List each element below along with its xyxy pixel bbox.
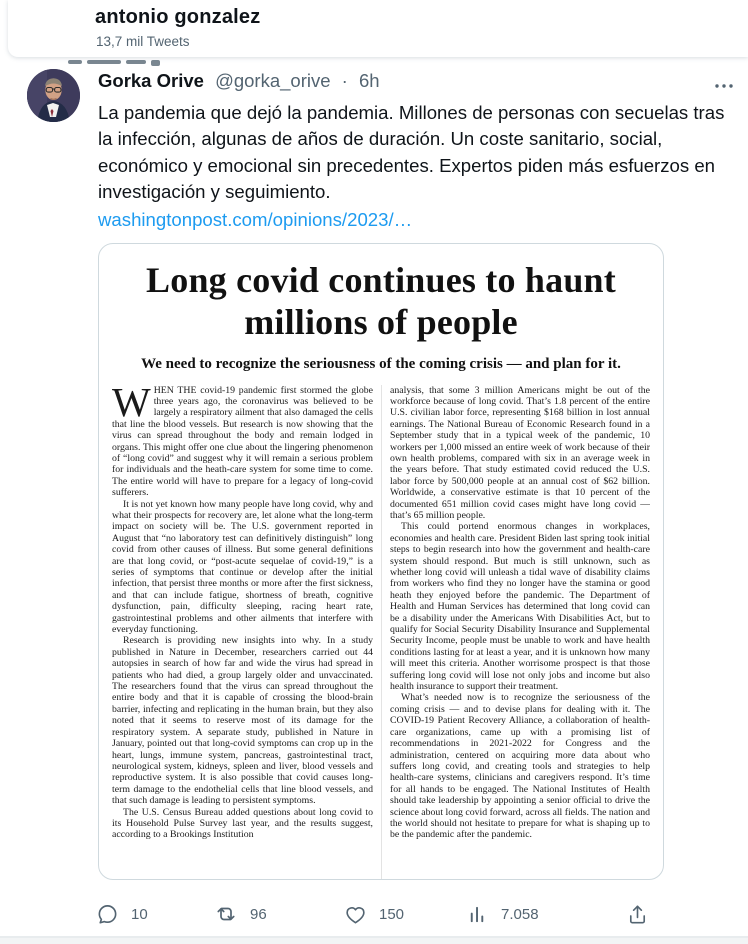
tweet-author-name[interactable]: Gorka Orive (98, 70, 204, 91)
article-paragraph: analysis, that some 3 million Americans might be out of the workforce because of long covid. That’s 1.8 percent of the entire U.S. civilian labor force, representing $168 billion in lost annual earnings. The National Bureau of Economic Research found in a September study that in a typical week of the pandemic, 10 workers per 1,000 missed an entire week of work because of their own health problems, compared with six in an average week in the years before. That study estimated covid reduced the U.S. labor force by 500,000 people at an annual cost of $62 billion. Worldwide, a conservative estimate is that 10 percent of the documented 651 million covid cases might have long covid — that’s 65 million people. (390, 384, 650, 521)
article-paragraph (112, 385, 373, 499)
like-count: 150 (379, 905, 405, 923)
article-columns (112, 385, 650, 881)
avatar-illustration (27, 69, 80, 122)
next-tweet-edge (0, 938, 748, 944)
reply-button[interactable] (96, 900, 148, 928)
article-right-column (381, 385, 650, 881)
retweet-count: 96 (250, 905, 267, 923)
dot-separator: · (341, 70, 348, 91)
views-button[interactable] (466, 900, 539, 928)
views-icon (466, 903, 489, 926)
like-button[interactable] (344, 900, 404, 928)
more-icon (712, 74, 736, 98)
article-paragraph: This could portend enormous changes in workplaces, economies and health care. President Biden last spring took initial steps to begin research into how the government and health-care system should respond. But much is still unknown, such as whether long covid will unleash a tidal wave of disability claims from workers who find they no longer have the stamina or good heath they enjoyed before the pandemic. The Department of Health and Human Services has determined that long covid can be a disability under the Americans With Disabilities Act, but to qualify for Social Security Disability Insurance and Supplemental Security Income, people must be unable to work and have health conditions lasting for at least a year, and it is unknown how many will meet this criteria. Another worrisome prospect is that those suffering long covid will lose not only jobs and income but also health insurance to support their treatment. (390, 521, 650, 693)
clipped-retweet-label (68, 60, 198, 66)
retweet-icon (214, 902, 238, 926)
reply-count: 10 (131, 905, 148, 923)
article-paragraph: The U.S. Census Bureau added questions about long covid to its Household Pulse Survey last year, and the results suggest, according to a Brookings Institution (112, 806, 373, 841)
profile-header (8, 0, 748, 57)
text-fragment (68, 60, 82, 64)
article-subheadline: We need to recognize the seriousness of the coming crisis — and plan for it. (141, 355, 621, 372)
text-fragment (126, 60, 146, 64)
text-fragment (151, 60, 160, 66)
more-button[interactable] (712, 74, 742, 96)
like-icon (344, 903, 367, 926)
tweet-author-handle[interactable]: @gorka_orive (215, 70, 331, 91)
article-headline: Long covid continues to haunt millions of people (146, 260, 616, 342)
paragraph-text: HEN THE covid-19 pandemic first stormed the globe three years ago, the coronavirus was believed to be largely a respiratory ailment that also damaged the cells that line the blood vessels. But research is now showing that the virus can spread throughout the body and remain lodged in organs. This might offer one clue about the lingering phenomenon of “long covid” and suggest why it will remain a serious problem for individuals and the heath-care system for some time to come. The entire world will have to prepare for a legacy of long-covid sufferers. (112, 384, 373, 499)
tweet-text: La pandemia que dejó la pandemia. Millones de personas con secuelas tras la infección, algunas de años de duración. Un coste sanitario, social, económico y emocional sin precedentes. Expertos piden más esfuerzos en investigación y seguimiento. (98, 102, 725, 203)
article-paragraph: What’s needed now is to recognize the seriousness of the coming crisis — and to devise plans for dealing with it. The COVID-19 Patient Recovery Alliance, a collaboration of health-care organizations, came up with a promising list of recommendations in 2021-2022 for Congress and the administration, centered on acquiring more data about who suffers long covid, and creating tools and strategies to help health-care systems, clinicians and caregivers respond. It’s time for all hands to be engaged. The National Institutes of Health should take leadership by appointing a senior official to drive the science about long covid forward, across all fields. The nation and the world should not hesitate to prepare for what is shaping up to be the pandemic after the pandemic. (390, 692, 650, 841)
views-count: 7.058 (501, 905, 539, 923)
avatar[interactable] (27, 69, 80, 122)
drop-cap: W (112, 384, 151, 425)
article-left-column (112, 385, 381, 881)
share-icon (626, 903, 649, 926)
tweet-link[interactable]: washingtonpost.com/opinions/2023/… (98, 209, 413, 230)
reply-icon (96, 903, 119, 926)
tweet-header (98, 70, 698, 92)
text-fragment (87, 60, 121, 64)
article-paragraph: It is not yet known how many people have long covid, why and what their prospects for recovery are, let alone what the long-term impact on society will be. The U.S. government reported in August that “no laboratory test can definitively distinguish” long covid from other causes of illness. But some general definitions are that long covid, or “post-acute sequelae of covid-19,” is a series of symptoms that continue or develop after the initial infection, that persist three months or more after the first sickness, and that can include fatigue, shortness of breath, cognitive dysfunction, pain, difficulty sleeping, racing heart rate, gastrointestinal problems and other ailments that interfere with everyday functioning. (112, 498, 373, 636)
share-button[interactable] (626, 900, 649, 928)
profile-tweet-count: 13,7 mil Tweets (96, 34, 190, 49)
profile-name: antonio gonzalez (95, 6, 261, 28)
retweet-button[interactable] (214, 900, 267, 928)
article-paragraph: Research is providing new insights into why. In a study published in Nature in December, researchers carried out 44 autopsies in search of how far and wide the virus had spread in patients who had died, a group largely older and unvaccinated. The researchers found that the virus can spread throughout the entire body and that it is capable of crossing the blood-brain barrier, infecting and replicating in the human brain, but they also noted that it seems to reserve most of its damage for the respiratory system. A separate study, published in Nature in January, pointed out that long-covid symptoms can crop up in the heart, lungs, immune system, pancreas, gastrointestinal tract, neurological system, kidneys, spleen and liver, blood vessels and reproductive system. It is also possible that covid causes long-term damage to the endothelial cells that line blood vessels, and that such damage is leading to persistent symptoms. (112, 635, 373, 807)
article-image-card[interactable] (98, 243, 664, 880)
tweet-timestamp[interactable]: 6h (358, 70, 380, 91)
